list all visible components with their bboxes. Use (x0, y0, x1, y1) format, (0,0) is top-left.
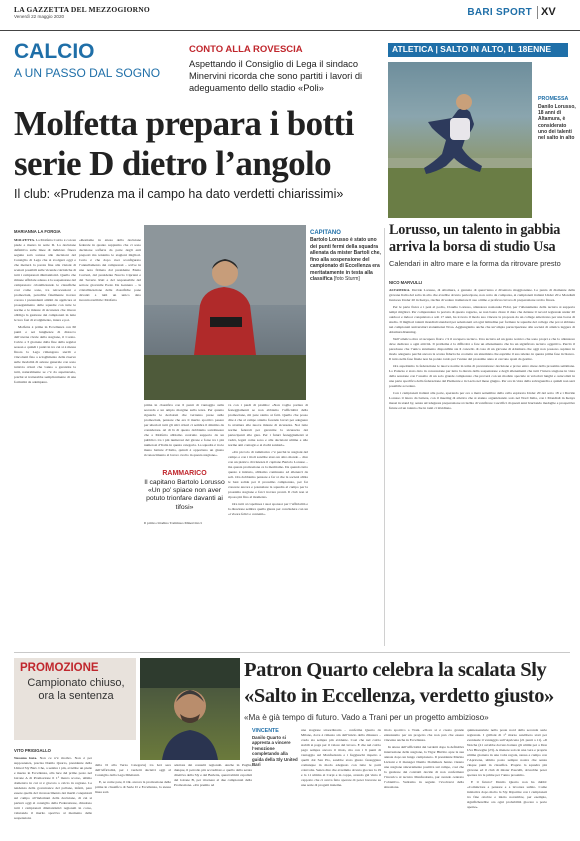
quarto-headline-line1: Patron Quarto celebra la scalata Sly (244, 659, 547, 681)
main-col-4b-text: «Un piccolo di rammarico c’è perché le stagioni del campo e con i titoli sarebbe stato un altro mondo – dice con un pizzico di tristezza il capitano Bartolo Lorusso – ma questa promozione ce la meritiamo. Da quando tutto questo è iniziato, abbiamo continuato ad allenarci da soli. Ora dobbiamo pensare a far sì che la società abbia le basi solide per il prossimo campionato, per far crescere ancora e potenziare la squadra al campo per la prossima stagione e farci trovare pronti. Il club non si riposa più fino al momento. (228, 450, 308, 499)
promo-box (14, 658, 136, 740)
quarto-col-2 (95, 763, 171, 839)
quarto-subhead: «Ma è già tempo di futuro. Vado a Trani per un progetto ambizioso» (244, 713, 489, 722)
teaser-label: CONTO ALLA ROVESCIA (189, 44, 303, 55)
quarto-photo-caption (252, 728, 298, 767)
athlete-p3: Nell’atletica oltre al recupero fisico c’è il recupero tecnico. Una tecnica ed un gesto tecnico che sono propri e che lo allenatore deve dedicare a ogni attività. Il problema è la difficoltà a fare un allenamento che ha un significato tecnico oggettivo. Perciò il paradosso che l’unico strumento disponibile sia il cancello di casa di un giovane di Altamura che oggi non possono ospitare in modo adeguato perché ancora la scarsa fiducia ha costretto un sistemista che esprime il suo talento in questa prima fase in bianco. Il tutto nella fase finale non ha potuto tardo per l’estate del prossimo anno si cercano spazi da gestire. (389, 337, 575, 361)
quarto-photo-label: VINCENTE (252, 728, 279, 734)
main-col-4-text: va con i piedi di piombo: «Non voglio parlare di festeggiamenti se non abbiamo l’ufficialità della promozione, mi pare siamo ai fatti. Quello che posso dire è che al campo stiamo facendo lavori per adeguare la struttura alle nuove misure di sicurezza. Noi tutte norme federali per garantire la sicurezza dei partecipanti alle gare. Per i futuri festeggiamenti si vedrà, legati come sono e alle decisioni ultime e alle norme anti contagio e ai rischi sanitari». (228, 403, 308, 447)
kicker-title: CALCIO (14, 40, 95, 63)
captain-caption-body: Bartolo Lorusso è stato uno dei punti fermi della squadra allenata da mister Bartoli che, fino alla sospensione del campionato di Eccellenza era meritatamente in testa alla classifica (310, 237, 381, 282)
column-divider-center (384, 228, 385, 646)
athlete-p4: Ora aspettiamo la federazione le nuove norme in tema di prevenzione: decisione e prove entro mese della prossima settimana. Lo Palazzo è stato dato in concessione per tutta la durata della sospensione e degli allenamenti che tutti l’intera stagione in vista della sessione con l’assalto di un solo grande campionato che proverà con un modulo speciale ai velocisti lunghi e ostacolisti in una parte specifica della federazione del Piemonte e in Lazio nel mese giugno. Per ora in vista della salvaguardia e quindi non sarà possibile accedere. (389, 364, 575, 388)
quote-box-label: RAMMARICO (162, 470, 207, 477)
athlete-headline: Lorusso, un talento in gabbia arriva la borsa di studio Usa (389, 222, 561, 255)
main-col-2 (79, 238, 141, 643)
quarto-col-6-text: quintessenziale nella posie nord della seconda serie regionale. I grilloni di 1° marzo sarebbero stati per eventuale il vantaggio sull’Apricena (21 punti a 11). «Il Noicha (21 avrebbe dovuto battere gli ultimi poi a Don Uva Bisceglie (23). A ritenere solo in una vera e propria ultima giornata in una volta regola, stessa e campo con l’Apricena, ultimo posto sempre nostra che senza cinque punti in classifica. Proprio la squadra più giovane ed il club di mister Pasculli, dovrebbe poter sperare tra le prime per l’anno prossimo. (467, 728, 547, 777)
athlete-figure-svg (388, 62, 532, 218)
main-col-1 (14, 238, 76, 643)
athlete-p2: Per le parte fisica e i pesi al podio, Claudio Lorusso, allenatore nazionale Fidal, per l’allenamento della tecnica si supporta tempi migliori. Per comprendere la portata di questo ragazzo, se non basta citare il dato che detiene il record regionale under 20 outdoor e indoor conquistato a soli 17 anni, ha trovato il modo suo vincere la proposta da un college americano per una borsa di studio. Il migliori talenti mondiali standard per selezionati ad ogni latitudine per formare le squadre del college che poi si abbiano nei campionati universitari statunitensi Ncaa. Aggiungiamo anche che un’ampia partecipazione alle società di atletica leggera di Altamura Running. (389, 305, 575, 334)
athlete-subhead: Calendari in altro mare e la forma da ritrovare presto (389, 259, 561, 268)
masthead-rule (0, 30, 580, 31)
main-headline-line1: Molfetta prepara i botti (14, 104, 354, 143)
athlete-promo-label: PROMESSA (538, 96, 569, 102)
president-figure-svg (140, 658, 240, 760)
section-rule (14, 652, 570, 653)
athlete-p5: Con i campionati italiani alle porte, sperando per ora a metà settembre della cella esplorata Under 20 del sotto 18 e i Davide Lorusso il latero da battere, con il meeting di atletica che si stanno organizzando solo nel Nord Italia, con i Mondiali in Kenya messi in stand by, senza un’adeguata preparazione si rischia di vanificare i sacrifici di questi anni bruciando medaglie e prospettive future ed un talento che in tanti ci invidiano. (389, 391, 575, 410)
main-subhead: Il club: «Prudenza ma il campo ha dato verdetti chiarissimi» (14, 187, 344, 201)
captain-caption-text (310, 237, 382, 283)
quarto-byline: VITO PRIGIGALLO (14, 748, 51, 753)
side-banner (388, 43, 568, 57)
captain-photo (144, 225, 306, 400)
quarto-col-5-text: titolo sportivo a Trani. «Dove si è creato grande entusiasmo per un progetto che non può che essere vincente anche in Eccellenza. (384, 728, 464, 742)
quarto-col-6 (467, 728, 547, 838)
section-divider (537, 6, 538, 19)
main-col-4 (228, 403, 308, 643)
athlete-body (389, 288, 575, 644)
quarto-lead: Nessuna festa. (14, 756, 38, 760)
kicker-subtitle: A UN PASSO DAL SOGNO (14, 66, 161, 80)
president-photo (140, 658, 240, 760)
quarto-col-2b-text: E, se come pare, il Ok. ancora la promozione delle prime in classifica di Serie D e Eccellenza, la stessa linea sarà (95, 780, 171, 794)
paper-name: LA GAZZETTA DEL MEZZOGIORNO (14, 5, 150, 14)
athlete-promo-text: Danilo Lorusso, 18 anni di Altamura, è considerato uno dei talenti nel salto in alto (538, 104, 576, 142)
athlete-byline: NICO MARVULLI (389, 280, 423, 285)
quarto-col-3 (174, 763, 252, 839)
main-headline-line2: serie D dietro l’angolo (14, 144, 332, 183)
captain-caption (310, 230, 382, 283)
main-col-3b (144, 521, 224, 641)
quarto-col-6b-text: E il futuro? Danilo Quarto non ha dubbi: «Cominciare a pensare e a lavorare subito. Come iniziativa dopo molto la Sly. Ripartire con i campionati tra fine ottobre e inizio novembre, per esempio, significherebbe ora ogni probabilità giocare a porte aperte». (467, 780, 547, 809)
captain-caption-label: CAPITANO (310, 230, 341, 236)
main-lead-dateline: MOLFETTA. (14, 238, 35, 242)
quarto-col-5 (384, 728, 464, 838)
main-col-4c-text: Ora tutti al capolinea i suoi sponsor per l’ufficialità e la direzione sembra quella giusta per concludere con un «i visore felici e contenti». (228, 502, 308, 516)
side-banner-text: ATLETICA | SALTO IN ALTO, IL 18ENNE (392, 44, 552, 54)
promo-box-label: PROMOZIONE (20, 662, 99, 674)
main-col-2-text: «Restiamo in attesa della decisione federale in quanto sappiamo che ci sono decisione sofferta da parte degli enti preposti ma teniamo le stagioni migliori. Certo è che dopo aver sconfigurato l’annullamento dei campionati – scrive in una nota firmata dal presidente Ennio Corrieri, dal presidente Nuccio Cipriani e dal Saverio Rutt e del responsabile del settore giovanile Paolo De Gennaro – la cristallizzazione delle classifiche pone davanti a tutti un unico dato incontrovertibile: Molfetta (79, 238, 141, 302)
athlete-p1: Davide Lorusso, di Altamura, a gennaio di quest’anno è diventato maggiorenne. La punta di diamante della giovane Italia del salto in alto che avrebbe dovuto partecipare, non certo da comparsa, ai campionati italiani Under 20 e Mondiali Juniores Under 20 in Kenya, rischia di vedere tramutare il suo ottimo e proficuo lavoro di preparazione svolto finora. (389, 288, 575, 302)
quarto-col-5b-text: In attesa dell’ufficialità dei verdetti dopo la definitiva interruzione della stagione, la Vigor Birritto apre la sua annata dopo un lungo campionato. Il presidente Marino Lizzani e il manager Danilo Dommacu hanno vissuto una stagione sinceramente positiva sul campo, così che la gestione dei contratti decide di non confermare l’incarico al tecnico Manfredonia, pur avendo centrato l’obiettivo. Vedremo in seguito l’evolversi della situazione. (384, 745, 464, 789)
masthead (0, 0, 580, 30)
issue-date: Venerdì 22 maggio 2020 (14, 14, 65, 19)
quarto-col-1-text: Non ce n’è motivo. Non è per suppostenza, precisa Danilo Quarto, presidente della United Sly Bari. Che, a sentire i più, avrebbe un piede e mezzo in Eccellenza, alla luce del primo posto nel Girone A di Promozione il 1° marzo scorso, ultimo domenica in cui si è giocato a calcio in regione. La tendenza della governance del pallone, infatti, pare essere quella del riconoscimento dei meriti conquistati sul campo all’indomani della decisione, di cui si parlerà oggi al consiglio della Federazione, chiudono tutti i campionati dilettantistici regionali in corso, valutando il merito sportivo al momento delle sospensioni. (14, 756, 92, 820)
athlete-lead-dateline: ALTAMURA. (389, 288, 411, 292)
teaser-text: Aspettando il Consiglio di Lega il sindaco Minervini ricorda che sono partiti i lavori di adeguamento dello stadio «Poli» (189, 59, 363, 93)
quarto-photo-text: Danilo Quarto si appresta a vincere l’emozione completando alla guida della Sly United Bari (252, 735, 298, 768)
quote-box-text: Il capitano Bartolo Lorusso «Un po’ spiace non aver potuto trionfare davanti ai tifosi» (144, 479, 225, 511)
main-byline: MARIANNA LA FORGIA (14, 229, 61, 234)
promo-box-text: Campionato chiuso, ora la sentenza (27, 677, 125, 702)
captain-caption-credit: [foto Sturm] (333, 276, 360, 282)
quote-box (144, 470, 225, 518)
section-name: BARI SPORT (467, 7, 532, 18)
quarto-col-2-text: dalla D alla Terza Categoria) tra Ieri sera dell’ufficialità, per i verdetti decisivi oggi al Consiglio della Lega Dilettanti. (95, 763, 171, 777)
page-number: XV (541, 6, 556, 18)
quarto-col-4-text: una stagione straordinaria – conferma Quarto da Milano, dove è rimasto sin dall’inizio della chiusura – credo sia sempre più evidente. Cosi che nel calcio stabilì si paga per il valore del lavoro. E che nel calcio pagò sempre ancora il titolo, ma con i 9 punti di vantaggio sul Manfredonia e i fuggiaschi rispetto a quelli dal San Pio, sarebbe stato giusto festeggiare comunque in modo adeguato con tutte le parti coinvolte. Senza dire che avremmo dovuto giocare la 19 e la 11 ultima al Carpi e in coppa, avendo già vinto il cappotto che ci aveva fatto sperare di poter lavorare su una serie di progetti insieme. (301, 728, 381, 787)
main-col-1-text: La Molfetta Calcio è con un piede e mezzo in serie D. La decisione definitiva sulle linee di indirizzo finora seguite sarà sottese alle decisioni del Consiglio di Lega che si svolgerà oggi e che metterà la parola fine alle visioni di scenari possibili sulle vicende calcistiche di tutti i campionati dilettantistici. Quello che rimane ufficiale adesso è la sospensione del campionato: cristallizzando le classifiche così come sono, tra retrocessioni e promozioni, potrebbe finalmente trovare corona i pretendenti ambiti da applicare ai proseguimento delle squadre con tutte le norme e le misure di sicurezza che invece obbliga la gestione dei campionati in tutte le loro fasi di svolgimento, intera e poi. (14, 238, 76, 322)
quarto-col-1 (14, 756, 92, 838)
main-col-3-text: prima in classifica con 6 punti di vantaggio sulla seconda e un ampio margine sulla terza. Per quanto riguarda le decisioni che verranno prese sulle promozioni, pensare che era il merito sportivo pesare per ulteriori tutti gli altri criteri ci sembra il minimo da considerare. Al di là di questo dobbiamo sottolineare che a Molfetta abbiamo costruito supporto da un pubblico tra i più numerosi del girone e forse tra i più numerosi d’Italia in questa categoria. La squadra è tra le meno battute d’Italia, quindi è opportuno un giusto riconoscimento al lavoro svolto in questa stagione». (144, 403, 224, 457)
quarto-headline-line2: «Salto in Eccellenza, verdetto giusto» (244, 685, 554, 707)
quarto-col-3-text: adottata dai consulti regionali. Anche in Puglia, dunque, il petrolio più accreditato e quello della serata direttiva della Sly e del Barletta, questi ultimi capolisti del Girone B, per ritornare al due campionati della Promozione. «Un premio ad (174, 763, 252, 787)
quarto-col-4 (301, 728, 381, 838)
main-col-1b-text: Molfetta è prima in Eccellenza con 60 punti e sei lunghezze di distacco dall’eterna rivale della stagione, il Corato. Calcio a 3 giornate dalla fine della regular season e quindi i punti in tra cui si è messa finora la Lega rimangono sterili e vincolanti fino a scioglimento delle riserve sulle modalità di azione generale con sono tuttavia criteri che vanno a garantire la tutti, naturalmente se c’è da aspettarselo, poiché si tratterebbe semplicemente di una formalità da adempiere. (14, 325, 76, 384)
main-col-3b-text: Il primo cittadino Tommaso Minervini ci (144, 521, 203, 525)
captain-figure-svg (144, 225, 306, 400)
athlete-photo (388, 62, 532, 218)
